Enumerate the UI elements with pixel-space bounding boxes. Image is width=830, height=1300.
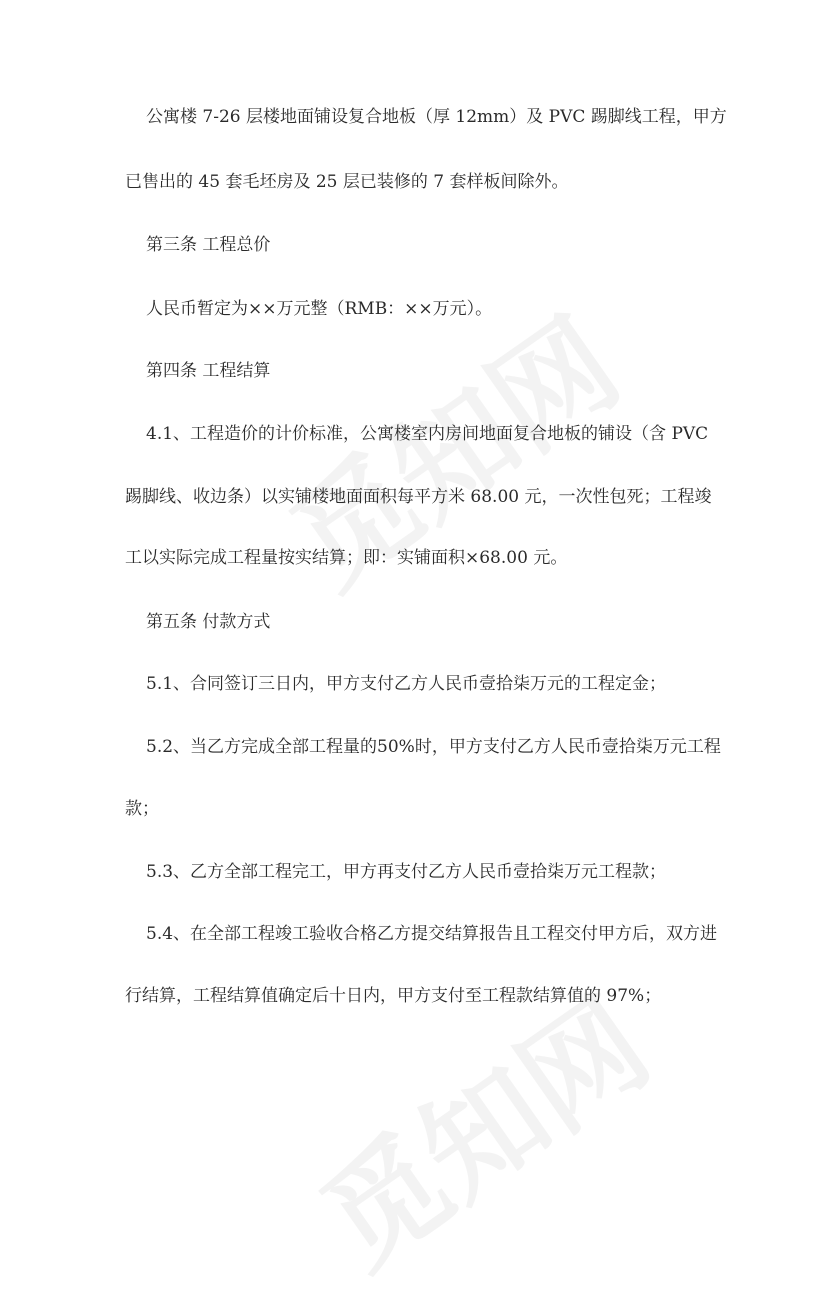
section-heading-4: 第四条 工程结算: [146, 361, 271, 381]
paragraph-line: 5.1、合同签订三日内，甲方支付乙方人民币壹拾柒万元的工程定金；: [146, 674, 667, 694]
paragraph-line: 公寓楼 7-26 层楼地面铺设复合地板（厚 12mm）及 PVC 踢脚线工程，甲方: [146, 107, 727, 127]
paragraph-line: 4.1、工程造价的计价标准，公寓楼室内房间地面复合地板的铺设（含 PVC: [146, 424, 709, 444]
paragraph-line: 5.3、乙方全部工程完工，甲方再支付乙方人民币壹拾柒万元工程款；: [146, 862, 667, 882]
paragraph-line: 5.2、当乙方完成全部工程量的50%时，甲方支付乙方人民币壹拾柒万元工程: [146, 737, 721, 757]
section-heading-5: 第五条 付款方式: [146, 612, 271, 632]
paragraph-line: 5.4、在全部工程竣工验收合格乙方提交结算报告且工程交付甲方后，双方进: [146, 924, 718, 944]
paragraph-line: 已售出的 45 套毛坯房及 25 层已装修的 7 套样板间除外。: [125, 172, 569, 192]
paragraph-line: 踢脚线、收边条）以实铺楼地面面积每平方米 68.00 元，一次性包死；工程竣: [125, 487, 712, 507]
paragraph-line: 款；: [125, 799, 159, 819]
paragraph-line: 工以实际完成工程量按实结算；即：实铺面积×68.00 元。: [125, 548, 568, 568]
section-heading-3: 第三条 工程总价: [146, 235, 271, 255]
paragraph-line: 行结算，工程结算值确定后十日内，甲方支付至工程款结算值的 97%；: [125, 986, 662, 1006]
paragraph-line: 人民币暂定为××万元整（RMB：××万元）。: [146, 299, 493, 319]
